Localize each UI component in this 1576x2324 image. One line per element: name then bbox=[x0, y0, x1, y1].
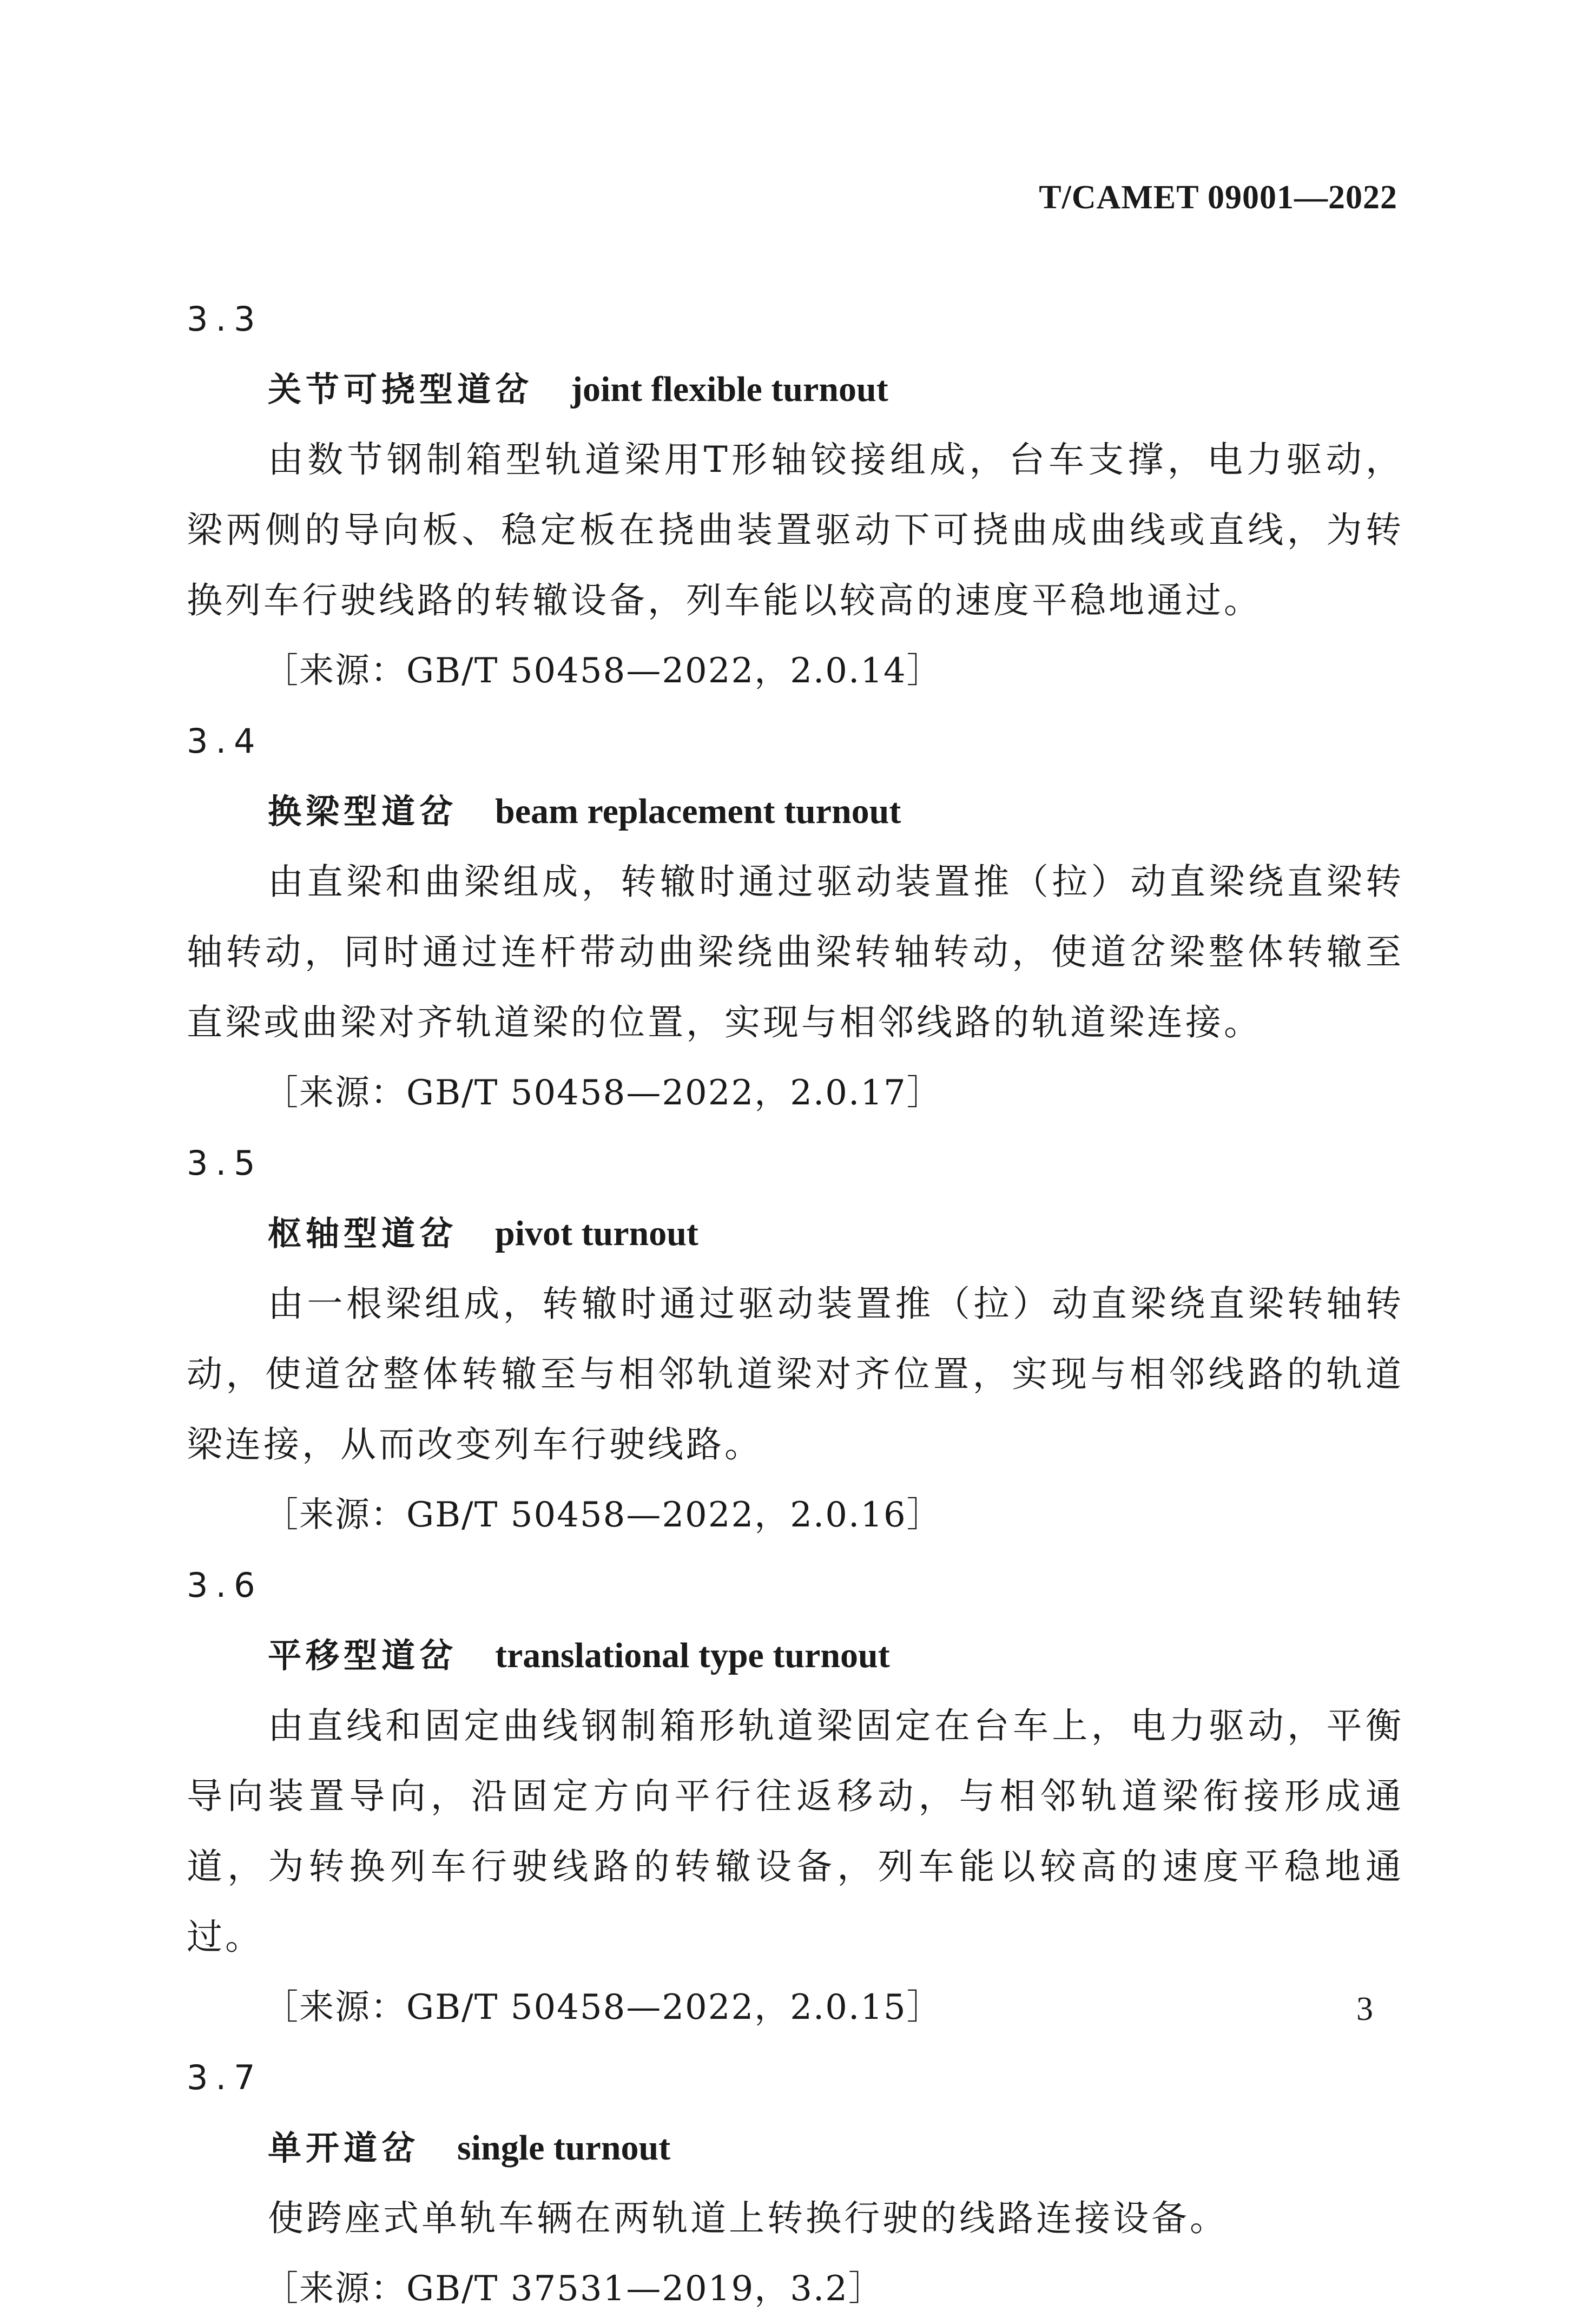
term-chinese: 关节可挠型道岔 bbox=[268, 370, 533, 409]
term-english: beam replacement turnout bbox=[495, 792, 901, 831]
term-heading bbox=[187, 2113, 1404, 2183]
standard-code: T/CAMET 09001—2022 bbox=[1039, 179, 1397, 216]
term-english: translational type turnout bbox=[495, 1636, 890, 1675]
term-source: ［来源：GB/T 37531—2019，3.2］ bbox=[263, 2269, 884, 2309]
term-english: joint flexible turnout bbox=[571, 370, 888, 409]
term-chinese: 枢轴型道岔 bbox=[268, 1214, 458, 1253]
term-source: ［来源：GB/T 50458—2022，2.0.16］ bbox=[263, 1495, 942, 1535]
term-chinese: 换梁型道岔 bbox=[268, 792, 458, 831]
clause-number: 3.6 bbox=[187, 1565, 263, 1605]
term-entry bbox=[187, 706, 1404, 1128]
term-definition: 由直线和固定曲线钢制箱形轨道梁固定在台车上，电力驱动，平衡导向装置导向，沿固定方向平行往返移动，与相邻轨道梁衔接形成通道，为转换列车行驶线路的转辙设备，列车能以较高的速度平稳地通过。 bbox=[187, 1705, 1404, 1958]
term-source: ［来源：GB/T 50458—2022，2.0.14］ bbox=[263, 651, 942, 691]
term-source: ［来源：GB/T 50458—2022，2.0.17］ bbox=[263, 1073, 942, 1113]
terms-list bbox=[187, 284, 1404, 2324]
term-chinese: 平移型道岔 bbox=[268, 1636, 458, 1675]
term-chinese: 单开道岔 bbox=[268, 2128, 420, 2168]
term-entry bbox=[187, 1550, 1404, 2043]
term-english: single turnout bbox=[457, 2128, 671, 2168]
term-heading bbox=[187, 1199, 1404, 1269]
term-heading bbox=[187, 354, 1404, 425]
clause-number: 3.5 bbox=[187, 1143, 263, 1183]
term-heading bbox=[187, 1621, 1404, 1691]
term-entry bbox=[187, 1128, 1404, 1550]
term-english: pivot turnout bbox=[495, 1214, 698, 1253]
term-definition: 由一根梁组成，转辙时通过驱动装置推（拉）动直梁绕直梁转轴转动，使道岔整体转辙至与相邻轨道梁对齐位置，实现与相邻线路的轨道梁连接，从而改变列车行驶线路。 bbox=[187, 1283, 1404, 1465]
term-definition: 使跨座式单轨车辆在两轨道上转换行驶的线路连接设备。 bbox=[268, 2197, 1228, 2239]
term-heading bbox=[187, 776, 1404, 847]
term-source: ［来源：GB/T 50458—2022，2.0.15］ bbox=[263, 1987, 942, 2027]
clause-number: 3.4 bbox=[187, 721, 263, 761]
clause-number: 3.7 bbox=[187, 2058, 263, 2097]
term-entry bbox=[187, 284, 1404, 706]
page-number: 3 bbox=[1356, 1991, 1373, 2027]
term-entry bbox=[187, 2043, 1404, 2324]
term-definition: 由数节钢制箱型轨道梁用T形轴铰接组成，台车支撑，电力驱动，梁两侧的导向板、稳定板在挠曲装置驱动下可挠曲成曲线或直线，为转换列车行驶线路的转辙设备，列车能以较高的速度平稳地通过。 bbox=[187, 439, 1404, 621]
term-definition: 由直梁和曲梁组成，转辙时通过驱动装置推（拉）动直梁绕直梁转轴转动，同时通过连杆带动曲梁绕曲梁转轴转动，使道岔梁整体转辙至直梁或曲梁对齐轨道梁的位置，实现与相邻线路的轨道梁连接。 bbox=[187, 861, 1404, 1043]
clause-number: 3.3 bbox=[187, 299, 263, 339]
